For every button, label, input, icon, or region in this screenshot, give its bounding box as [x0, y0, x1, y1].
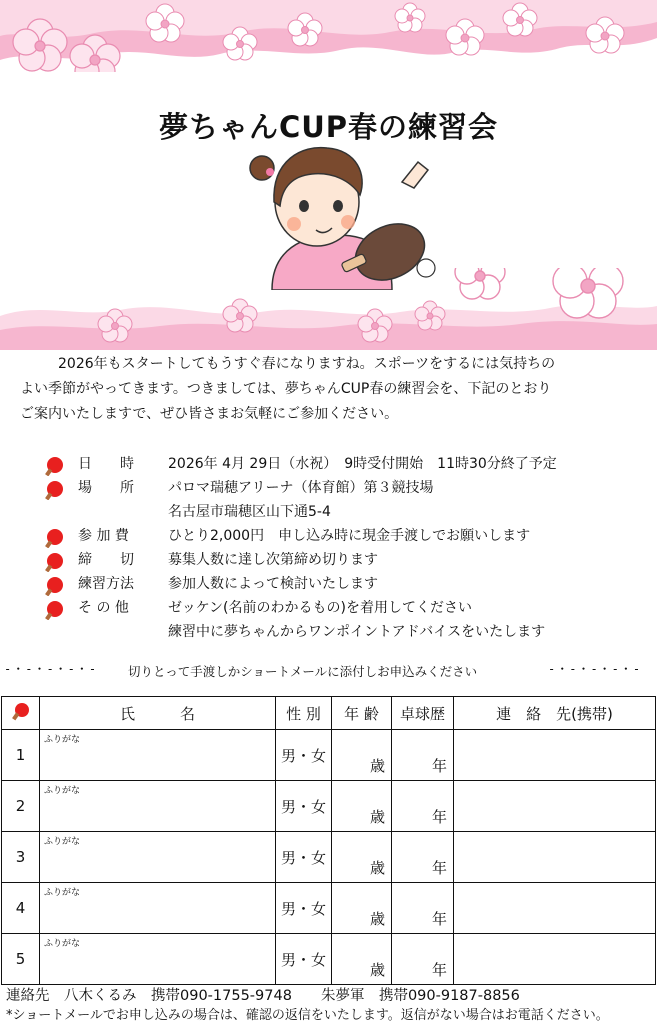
ping-pong-paddle-icon	[44, 528, 64, 548]
detail-value: パロマ瑞穂アリーナ（体育館）第３競技場	[168, 480, 434, 496]
sex-field[interactable]: 男・女	[276, 883, 332, 934]
form-row	[2, 832, 656, 883]
age-field[interactable]: 歳	[332, 883, 392, 934]
name-field[interactable]	[40, 832, 276, 883]
form-header-row	[2, 697, 656, 730]
name-field[interactable]	[40, 730, 276, 781]
experience-field[interactable]: 年	[392, 934, 454, 985]
detail-method	[44, 572, 654, 596]
page-title: 夢ちゃんCUP春の練習会	[158, 110, 499, 145]
contact-info: 連絡先 八木くるみ 携帯090-1755-9748 朱夢軍 携帯090-9187-8856	[6, 988, 520, 1004]
detail-value: ゼッケン(名前のわかるもの)を着用してください	[168, 600, 472, 616]
form-row	[2, 730, 656, 781]
sakura-banner-bottom	[0, 268, 657, 350]
detail-date	[44, 452, 654, 476]
sex-field[interactable]: 男・女	[276, 832, 332, 883]
name-field[interactable]	[40, 883, 276, 934]
header-sex: 性 別	[276, 697, 332, 730]
furigana-label: ふりがな	[44, 888, 81, 898]
header-contact: 連 絡 先(携帯)	[454, 697, 656, 730]
furigana-label: ふりがな	[44, 786, 81, 796]
furigana-label: ふりがな	[44, 735, 81, 745]
ping-pong-paddle-icon	[44, 576, 64, 596]
age-field[interactable]: 歳	[332, 934, 392, 985]
detail-value: 参加人数によって検討いたします	[168, 576, 378, 592]
sakura-banner-top	[0, 0, 657, 72]
sex-field[interactable]: 男・女	[276, 934, 332, 985]
detail-value: 2026年 4月 29日（水祝） 9時受付開始 11時30分終了予定	[168, 456, 557, 472]
detail-label: 参 加 費	[78, 528, 129, 544]
detail-value: 練習中に夢ちゃんからワンポイントアドバイスをいたします	[168, 624, 546, 640]
experience-field[interactable]: 年	[392, 883, 454, 934]
contact-field[interactable]	[454, 934, 656, 985]
detail-value: 募集人数に達し次第締め切ります	[168, 552, 378, 568]
form-row	[2, 781, 656, 832]
intro-line: よい季節がやってきます。つきましては、夢ちゃんCUP春の練習会を、下記のとおり	[20, 381, 552, 397]
age-field[interactable]: 歳	[332, 730, 392, 781]
detail-other-continued	[44, 620, 654, 644]
sex-field[interactable]: 男・女	[276, 730, 332, 781]
ping-pong-paddle-icon	[44, 600, 64, 620]
row-number: 5	[2, 934, 40, 985]
header-name: 氏 名	[40, 697, 276, 730]
row-number: 2	[2, 781, 40, 832]
furigana-label: ふりがな	[44, 939, 81, 949]
contact-field[interactable]	[454, 730, 656, 781]
intro-line: 2026年もスタートしてもうすぐ春になりますね。スポーツをするには気持ちの	[58, 356, 556, 372]
experience-field[interactable]: 年	[392, 730, 454, 781]
header-age: 年 齢	[332, 697, 392, 730]
application-form	[1, 696, 656, 985]
cut-dashes-right: -・-・-・-・-	[548, 662, 642, 676]
contact-field[interactable]	[454, 883, 656, 934]
header-experience: 卓球歴	[392, 697, 454, 730]
ping-pong-paddle-icon	[44, 552, 64, 572]
experience-field[interactable]: 年	[392, 781, 454, 832]
footer-note: *ショートメールでお申し込みの場合は、確認の返信をいたします。返信がない場合はお電話ください。	[6, 1008, 609, 1023]
intro-line: ご案内いたしますで、ぜひ皆さまお気軽にご参加ください。	[20, 406, 399, 422]
row-number: 4	[2, 883, 40, 934]
ping-pong-paddle-icon	[10, 701, 32, 721]
age-field[interactable]: 歳	[332, 781, 392, 832]
detail-other	[44, 596, 654, 620]
detail-place	[44, 476, 654, 500]
detail-label: 日 時	[78, 456, 134, 472]
detail-label: そ の 他	[78, 600, 129, 616]
name-field[interactable]	[40, 781, 276, 832]
event-details	[44, 452, 654, 644]
detail-deadline	[44, 548, 654, 572]
detail-value: 名古屋市瑞穂区山下通5-4	[168, 504, 331, 520]
form-row	[2, 934, 656, 985]
detail-label: 練習方法	[78, 576, 134, 592]
furigana-label: ふりがな	[44, 837, 81, 847]
cut-line	[0, 660, 657, 680]
age-field[interactable]: 歳	[332, 832, 392, 883]
detail-label: 締 切	[78, 552, 134, 568]
cut-line-text: 切りとって手渡しかショートメールに添付しお申込みください	[128, 664, 478, 679]
form-row	[2, 883, 656, 934]
cut-dashes-left: -・-・-・-・-	[4, 662, 98, 676]
intro-paragraph	[20, 352, 644, 427]
contact-field[interactable]	[454, 781, 656, 832]
detail-fee	[44, 524, 654, 548]
row-number: 1	[2, 730, 40, 781]
row-number: 3	[2, 832, 40, 883]
detail-label: 場 所	[78, 480, 134, 496]
detail-place-address	[44, 500, 654, 524]
experience-field[interactable]: 年	[392, 832, 454, 883]
detail-value: ひとり2,000円 申し込み時に現金手渡しでお願いします	[168, 528, 531, 544]
ping-pong-paddle-icon	[44, 480, 64, 500]
name-field[interactable]	[40, 934, 276, 985]
contact-field[interactable]	[454, 832, 656, 883]
sex-field[interactable]: 男・女	[276, 781, 332, 832]
ping-pong-paddle-icon	[44, 456, 64, 476]
header-icon-cell	[2, 697, 40, 730]
